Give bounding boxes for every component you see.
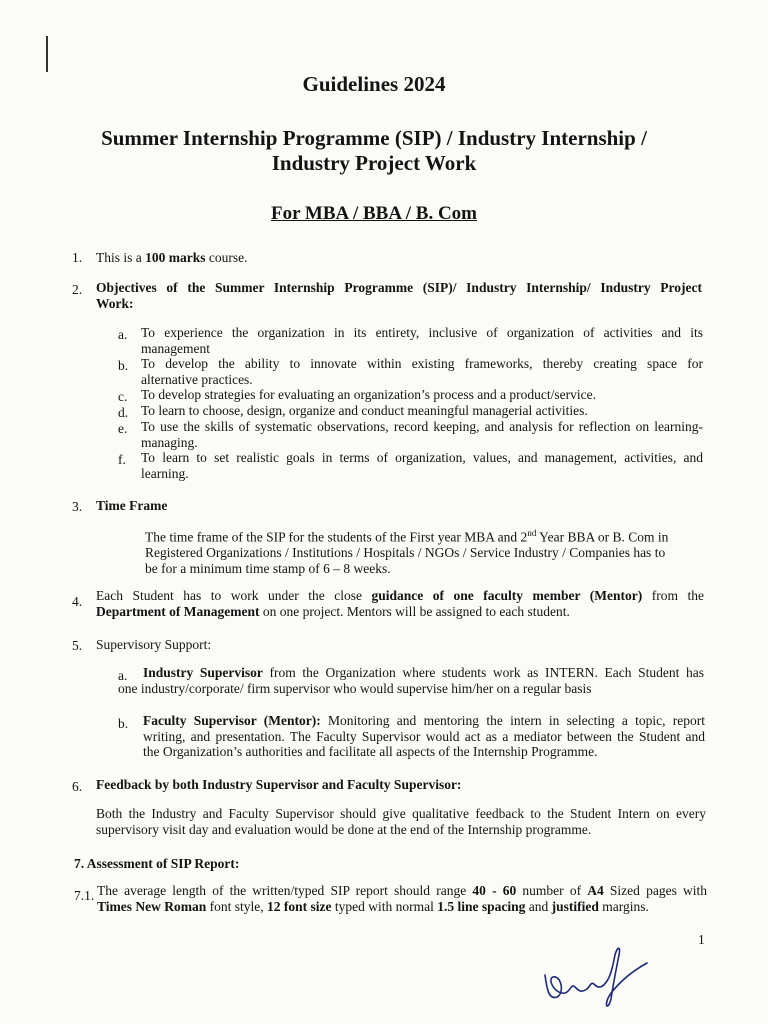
assessment-s8: 12 font size (267, 898, 332, 914)
item-4-number: 4. (72, 594, 83, 609)
item-4-l2-post: on one project. Mentors will be assigned to each student. (259, 603, 570, 619)
supervisory-heading: Supervisory Support: (96, 637, 212, 652)
supervisor-b-line-2: writing, and presentation. The Faculty Supervisor would act as a mediator between the Student and (143, 728, 705, 744)
item-7-1-number: 7.1. (74, 888, 95, 903)
item-4-l1-post: from the (642, 588, 704, 603)
assessment-s3: number of (516, 883, 588, 898)
assessment-line-2 (97, 899, 707, 915)
item-1-text (96, 250, 247, 266)
time-frame-text (145, 526, 705, 576)
objective-c-letter: c. (118, 389, 128, 404)
assessment-s6: Times New Roman (97, 898, 207, 914)
supervisor-a-l1: from the Organization where students work as INTERN. Each Student has (262, 665, 705, 680)
assessment-s7: font style, (206, 898, 267, 914)
time-frame-line-1b: Year BBA or B. Com in (536, 529, 669, 545)
objective-e-text (141, 419, 703, 450)
item-4-line-2 (96, 604, 704, 620)
item-2-number: 2. (72, 282, 83, 297)
assessment-s1: The average length of the written/typed SIP report should range (97, 883, 473, 898)
subtitle-line-1: Summer Internship Programme (SIP) / Industry Internship / (101, 126, 647, 150)
assessment-s12: justified (551, 898, 599, 914)
supervisor-a-text (118, 665, 704, 696)
assessment-s5: Sized pages with (603, 883, 708, 898)
supervisor-b-bold: Faculty Supervisor (Mentor): (143, 713, 321, 728)
objective-a-line-2: management (141, 340, 210, 356)
item-1-pre: This is a (96, 250, 146, 265)
objective-e-letter: e. (118, 421, 128, 436)
feedback-text (96, 806, 706, 837)
objective-f-line-2: learning. (141, 465, 189, 481)
supervisor-b-line-3: the Organization’s authorities and facilitate all aspects of the Internship Programme. (143, 744, 598, 759)
objective-b-letter: b. (118, 358, 129, 373)
objective-a-text (141, 325, 703, 356)
supervisor-a-letter: a. (118, 668, 128, 683)
feedback-heading: Feedback by both Industry Supervisor and Faculty Supervisor: (96, 777, 462, 792)
assessment-s9: typed with normal (331, 898, 438, 914)
supervisor-b-letter: b. (118, 716, 129, 731)
audience-heading: For MBA / BBA / B. Com (270, 203, 478, 224)
objective-f-line-1: To learn to set realistic goals in terms of organization, values, and management, activities, and (141, 450, 703, 465)
time-frame-line-3: be for a minimum time stamp of 6 – 8 weeks. (145, 560, 391, 576)
feedback-line-1: Both the Industry and Faculty Supervisor should give qualitative feedback to the Student Intern on every (96, 806, 706, 821)
objective-d-letter: d. (118, 405, 129, 420)
supervisor-a-line-2: one industry/corporate/ firm supervisor who would supervise him/her on a regular basis (118, 680, 592, 696)
item-1-post: course. (205, 250, 248, 265)
time-frame-sup: nd (527, 528, 537, 538)
supervisor-b-line-1 (143, 713, 705, 729)
item-4-l2-bold: Department of Management (96, 603, 260, 619)
signature-stroke (545, 948, 647, 1006)
item-4-line-1 (96, 588, 704, 604)
time-frame-heading: Time Frame (96, 498, 168, 513)
assessment-s10: 1.5 line spacing (437, 898, 526, 914)
item-2-heading-line-1: Objectives of the Summer Internship Programme (SIP)/ Industry Internship/ Industry Project (96, 280, 702, 295)
supervisor-a-bold: Industry Supervisor (143, 665, 263, 680)
supervisor-b-text (143, 713, 705, 760)
item-1-bold: 100 marks (145, 250, 206, 265)
signature (535, 935, 675, 1013)
item-1-number: 1. (72, 250, 83, 265)
objective-f-text (141, 450, 703, 481)
objective-e-line-1: To use the skills of systematic observations, record keeping, and analysis for reflection on learning- (141, 419, 703, 434)
margin-mark (46, 36, 48, 72)
document-subtitle (0, 126, 748, 176)
assessment-s13: margins. (598, 898, 649, 914)
document-title: Guidelines 2024 (302, 72, 446, 96)
supervisor-a-line-1 (118, 665, 704, 681)
subtitle-line-2: Industry Project Work (271, 151, 477, 175)
item-4-l1-bold: guidance of one faculty member (Mentor) (371, 588, 643, 603)
objective-a-line-1: To experience the organization in its entirety, inclusive of organization of activities and its (141, 325, 703, 340)
time-frame-line-1a: The time frame of the SIP for the students of the First year MBA and 2 (145, 529, 528, 545)
time-frame-line-1 (145, 526, 705, 545)
objective-b-line-2: alternative practices. (141, 371, 253, 387)
assessment-line-1 (97, 883, 707, 899)
item-4-text (96, 588, 704, 619)
objective-a-letter: a. (118, 327, 128, 342)
supervisor-b-l1: Monitoring and mentoring the intern in selecting a topic, report (320, 713, 705, 728)
objective-e-line-2: managing. (141, 434, 198, 450)
objective-d-text: To learn to choose, design, organize and conduct meaningful managerial activities. (141, 403, 588, 418)
page-number: 1 (698, 932, 705, 947)
assessment-text (97, 883, 707, 914)
assessment-s4: A4 (587, 883, 604, 898)
item-3-number: 3. (72, 499, 83, 514)
item-2-heading-line-2: Work: (96, 296, 134, 311)
objective-b-text (141, 356, 703, 387)
objective-c-text: To develop strategies for evaluating an organization’s process and a product/service. (141, 387, 597, 402)
assessment-s11: and (525, 898, 552, 914)
item-5-number: 5. (72, 638, 83, 653)
item-6-number: 6. (72, 779, 83, 794)
feedback-line-2: supervisory visit day and evaluation would be done at the end of the Internship programme. (96, 821, 592, 837)
objective-b-line-1: To develop the ability to innovate within existing frameworks, thereby creating space for (141, 356, 703, 371)
assessment-heading: 7. Assessment of SIP Report: (74, 856, 240, 871)
time-frame-line-2: Registered Organizations / Institutions / Hospitals / NGOs / Service Industry / Companies has to (145, 545, 666, 560)
objective-f-letter: f. (118, 452, 126, 467)
assessment-s2: 40 - 60 (472, 883, 517, 898)
item-4-l1-pre: Each Student has to work under the close (96, 588, 372, 603)
